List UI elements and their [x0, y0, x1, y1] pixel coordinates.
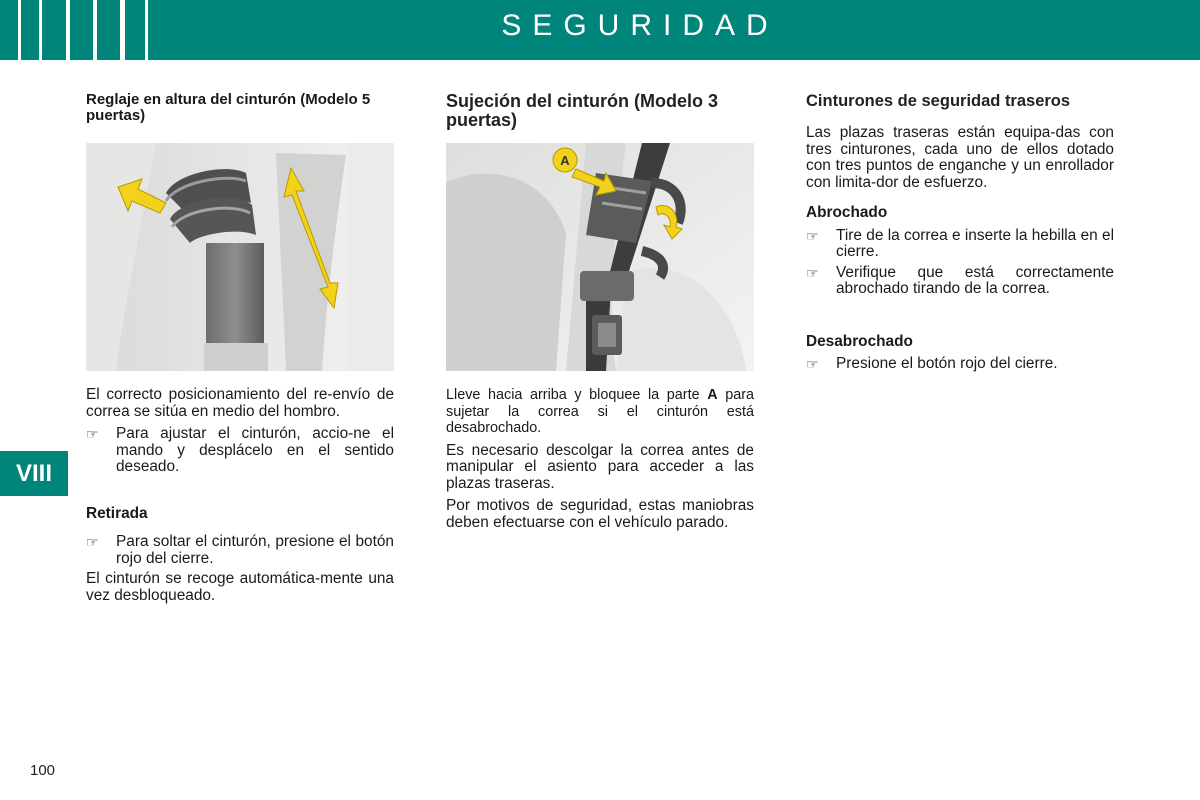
- column-belt-retainer: [446, 92, 754, 138]
- section-heading: Sujeción del cinturón (Modelo 3 puertas): [446, 91, 719, 130]
- instruction-bullet: [806, 228, 1114, 261]
- sub-heading: Abrochado: [806, 204, 888, 221]
- instruction-bullet: [86, 534, 394, 567]
- bullet-text: Para soltar el cinturón, presione el botón rojo del cierre.: [116, 533, 394, 567]
- bullet-text: Verifique que está correctamente abrochado tirando de la correa.: [836, 263, 1114, 297]
- instruction-bullet: [806, 356, 1114, 373]
- belt-height-adjuster-figure: [86, 143, 394, 371]
- instruction-bullet: [86, 426, 394, 476]
- belt-retainer-figure: [446, 143, 754, 371]
- sub-heading: Desabrochado: [806, 332, 913, 350]
- paragraph: El correcto posicionamiento del re-envío de correa se sitúa en medio del hombro.: [86, 386, 394, 420]
- header-stripe: [66, 0, 70, 60]
- callout-label-a: A: [560, 153, 570, 168]
- pointing-hand-icon: ☞: [806, 356, 819, 372]
- header-stripe: [120, 0, 125, 60]
- pointing-hand-icon: ☞: [806, 264, 819, 281]
- chapter-tab: VIII: [0, 451, 68, 496]
- paragraph: Por motivos de seguridad, estas maniobras deben efectuarse con el vehículo parado.: [446, 497, 754, 531]
- page-title: SEGURIDAD: [501, 9, 779, 42]
- page-header: [0, 0, 1200, 60]
- column-belt-retainer-body: [446, 387, 754, 537]
- paragraph: Lleve hacia arriba y bloquee la parte A para sujetar la correa si el cinturón está desabrochado.: [446, 387, 754, 436]
- section-heading: Cinturones de seguridad traseros: [806, 92, 1071, 110]
- bullet-text: Para ajustar el cinturón, accio-ne el mando y desplácelo en el sentido deseado.: [116, 425, 394, 475]
- column-rear-belts: [806, 92, 1114, 377]
- bullet-text: Presione el botón rojo del cierre.: [836, 355, 1058, 372]
- pointing-hand-icon: ☞: [806, 227, 819, 244]
- pointing-hand-icon: ☞: [86, 426, 99, 442]
- header-stripe: [145, 0, 148, 60]
- section-heading: Reglaje en altura del cinturón (Modelo 5 puertas): [86, 91, 371, 124]
- header-stripe: [18, 0, 21, 60]
- column-height-adjust: [86, 92, 394, 132]
- sub-heading: Retirada: [86, 504, 148, 522]
- part-label-a: A: [707, 387, 718, 403]
- paragraph: El cinturón se recoge automática-mente una vez desbloqueado.: [86, 570, 394, 604]
- page-number: 100: [30, 762, 56, 779]
- header-stripe: [39, 0, 42, 60]
- instruction-bullet: [806, 265, 1114, 298]
- pointing-hand-icon: ☞: [86, 534, 99, 550]
- column-height-adjust-body: [86, 387, 394, 610]
- header-stripe: [93, 0, 97, 60]
- paragraph: Es necesario descolgar la correa antes de manipular el asiento para acceder a las plazas traseras.: [446, 441, 754, 492]
- bullet-text: Tire de la correa e inserte la hebilla en el cierre.: [836, 226, 1114, 260]
- paragraph: Las plazas traseras están equipa-das con tres cinturones, cada uno de ellos dotado con tres puntos de enganche y un enrollador con limita-dor de esfuerzo.: [806, 124, 1114, 191]
